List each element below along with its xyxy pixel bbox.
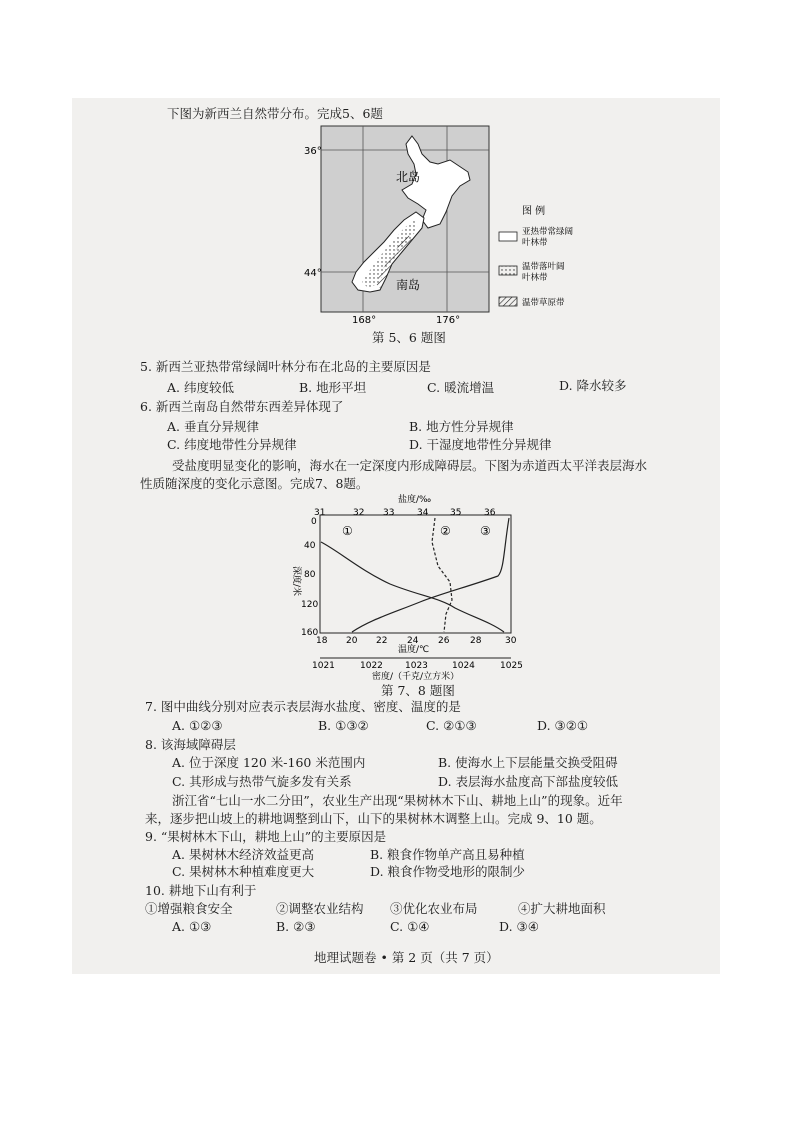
depth-tick-80: 80 bbox=[304, 570, 316, 580]
q5-option-b: B. 地形平坦 bbox=[299, 380, 367, 395]
temp-tick-28: 28 bbox=[470, 636, 482, 646]
figure78-caption: 第 7、8 题图 bbox=[381, 683, 455, 698]
temp-tick-22: 22 bbox=[376, 636, 388, 646]
marker-2: ② bbox=[440, 524, 451, 538]
q5-option-c: C. 暖流增温 bbox=[427, 380, 495, 395]
legend-item2-line1: 温带落叶阔 bbox=[522, 262, 565, 272]
depth-tick-0: 0 bbox=[311, 517, 317, 527]
intro-q7-8-line1: 受盐度明显变化的影响，海水在一定深度内形成障碍层。下图为赤道西太平洋表层海水 bbox=[172, 458, 648, 473]
q9-stem: 9. “果树林木下山，耕地上山”的主要原因是 bbox=[145, 829, 387, 844]
temp-tick-20: 20 bbox=[346, 636, 358, 646]
intro-q9-10-line1: 浙江省“七山一水二分田”，农业生产出现“果树林木下山、耕地上山”的现象。近年 bbox=[172, 793, 623, 808]
q10-option-d: D. ③④ bbox=[499, 919, 539, 934]
q5-stem: 5. 新西兰亚热带常绿阔叶林分布在北岛的主要原因是 bbox=[140, 359, 431, 374]
temp-tick-30: 30 bbox=[505, 636, 517, 646]
q8-option-a: A. 位于深度 120 米-160 米范围内 bbox=[172, 755, 366, 770]
sal-tick-36: 36 bbox=[484, 508, 496, 518]
q8-option-b: B. 使海水上下层能量交换受阻碍 bbox=[438, 755, 618, 770]
dens-tick-1021: 1021 bbox=[312, 661, 335, 671]
depth-tick-120: 120 bbox=[301, 600, 319, 610]
salinity-axis-title: 盐度/‰ bbox=[398, 495, 432, 505]
q8-option-d: D. 表层海水盐度高下部盐度较低 bbox=[438, 774, 619, 789]
label-44: 44° bbox=[304, 268, 322, 279]
q6-stem: 6. 新西兰南岛自然带东西差异体现了 bbox=[140, 399, 344, 414]
q7-option-a: A. ①②③ bbox=[172, 718, 223, 733]
temp-tick-24: 24 bbox=[407, 636, 419, 646]
sal-tick-31: 31 bbox=[314, 508, 326, 518]
intro-q5-6: 下图为新西兰自然带分布。完成5、6题 bbox=[167, 106, 383, 121]
legend-swatch-steppe bbox=[499, 297, 517, 306]
q10-choice-4: ④扩大耕地面积 bbox=[518, 901, 606, 916]
label-176: 176° bbox=[436, 315, 461, 324]
q5-option-a: A. 纬度较低 bbox=[167, 380, 234, 395]
intro-q9-10-line2: 来，逐步把山坡上的耕地调整到山下，山下的果树林木调整上山。完成 9、10 题。 bbox=[145, 811, 602, 826]
marker-1: ① bbox=[342, 524, 353, 538]
q10-option-a: A. ①③ bbox=[172, 919, 212, 934]
q7-option-b: B. ①③② bbox=[318, 718, 369, 733]
label-south-island: 南岛 bbox=[396, 278, 421, 292]
q10-choice-1: ①增强粮食安全 bbox=[145, 901, 233, 916]
label-36: 36° bbox=[304, 146, 322, 157]
q9-option-d: D. 粮食作物受地形的限制少 bbox=[370, 864, 526, 879]
q6-option-a: A. 垂直分异规律 bbox=[167, 419, 259, 434]
legend-item2-line2: 叶林带 bbox=[522, 273, 548, 283]
new-zealand-map bbox=[300, 124, 600, 324]
q7-stem: 7. 图中曲线分别对应表示表层海水盐度、密度、温度的是 bbox=[145, 699, 461, 714]
temp-tick-26: 26 bbox=[438, 636, 450, 646]
sal-tick-32: 32 bbox=[353, 508, 365, 518]
dens-tick-1022: 1022 bbox=[360, 661, 383, 671]
sal-tick-33: 33 bbox=[383, 508, 395, 518]
q8-option-c: C. 其形成与热带气旋多发有关系 bbox=[172, 774, 352, 789]
map-caption: 第 5、6 题图 bbox=[372, 330, 446, 345]
q5-option-d: D. 降水较多 bbox=[559, 378, 627, 393]
sal-tick-34: 34 bbox=[417, 508, 429, 518]
q9-option-a: A. 果树林木经济效益更高 bbox=[172, 847, 314, 862]
temp-tick-18: 18 bbox=[316, 636, 328, 646]
ocean-profile-chart bbox=[280, 490, 540, 680]
label-north-island: 北岛 bbox=[396, 170, 421, 184]
dens-tick-1024: 1024 bbox=[452, 661, 475, 671]
page-footer: 地理试题卷 • 第 2 页（共 7 页） bbox=[314, 950, 499, 965]
density-ticks bbox=[312, 661, 523, 671]
depth-ticks bbox=[301, 517, 318, 638]
density-axis-title: 密度/（千克/立方米） bbox=[372, 672, 460, 680]
dens-tick-1023: 1023 bbox=[405, 661, 428, 671]
q7-option-d: D. ③②① bbox=[537, 718, 589, 733]
q10-option-c: C. ①④ bbox=[390, 919, 430, 934]
depth-tick-160: 160 bbox=[301, 628, 319, 638]
temperature-axis-title: 温度/℃ bbox=[398, 645, 430, 655]
depth-tick-40: 40 bbox=[304, 541, 316, 551]
marker-3: ③ bbox=[480, 524, 491, 538]
q6-option-c: C. 纬度地带性分异规律 bbox=[167, 437, 297, 452]
q10-option-b: B. ②③ bbox=[276, 919, 316, 934]
q10-stem: 10. 耕地下山有利于 bbox=[145, 883, 257, 898]
label-168: 168° bbox=[352, 315, 377, 324]
q8-stem: 8. 该海域障碍层 bbox=[145, 737, 236, 752]
intro-q7-8-line2: 性质随深度的变化示意图。完成7、8题。 bbox=[140, 476, 369, 491]
legend-title: 图 例 bbox=[522, 206, 546, 217]
q10-choice-3: ③优化农业布局 bbox=[390, 901, 478, 916]
q6-option-d: D. 干湿度地带性分异规律 bbox=[409, 437, 552, 452]
q6-option-b: B. 地方性分异规律 bbox=[409, 419, 514, 434]
q7-option-c: C. ②①③ bbox=[426, 718, 477, 733]
q10-choice-2: ②调整农业结构 bbox=[276, 901, 364, 916]
sal-tick-35: 35 bbox=[450, 508, 462, 518]
q9-option-b: B. 粮食作物单产高且易种植 bbox=[370, 847, 525, 862]
dens-tick-1025: 1025 bbox=[500, 661, 523, 671]
legend-item3: 温带草原带 bbox=[522, 298, 565, 308]
salinity-ticks bbox=[314, 508, 496, 518]
legend-swatch-subtropical bbox=[499, 232, 517, 241]
legend-swatch-deciduous bbox=[499, 266, 517, 275]
legend-item1-line1: 亚热带常绿阔 bbox=[522, 227, 574, 237]
q9-option-c: C. 果树林木种植难度更大 bbox=[172, 864, 315, 879]
legend-item1-line2: 叶林带 bbox=[522, 238, 548, 248]
depth-axis-title: 深度/米 bbox=[291, 566, 301, 597]
curve-1 bbox=[321, 542, 504, 632]
